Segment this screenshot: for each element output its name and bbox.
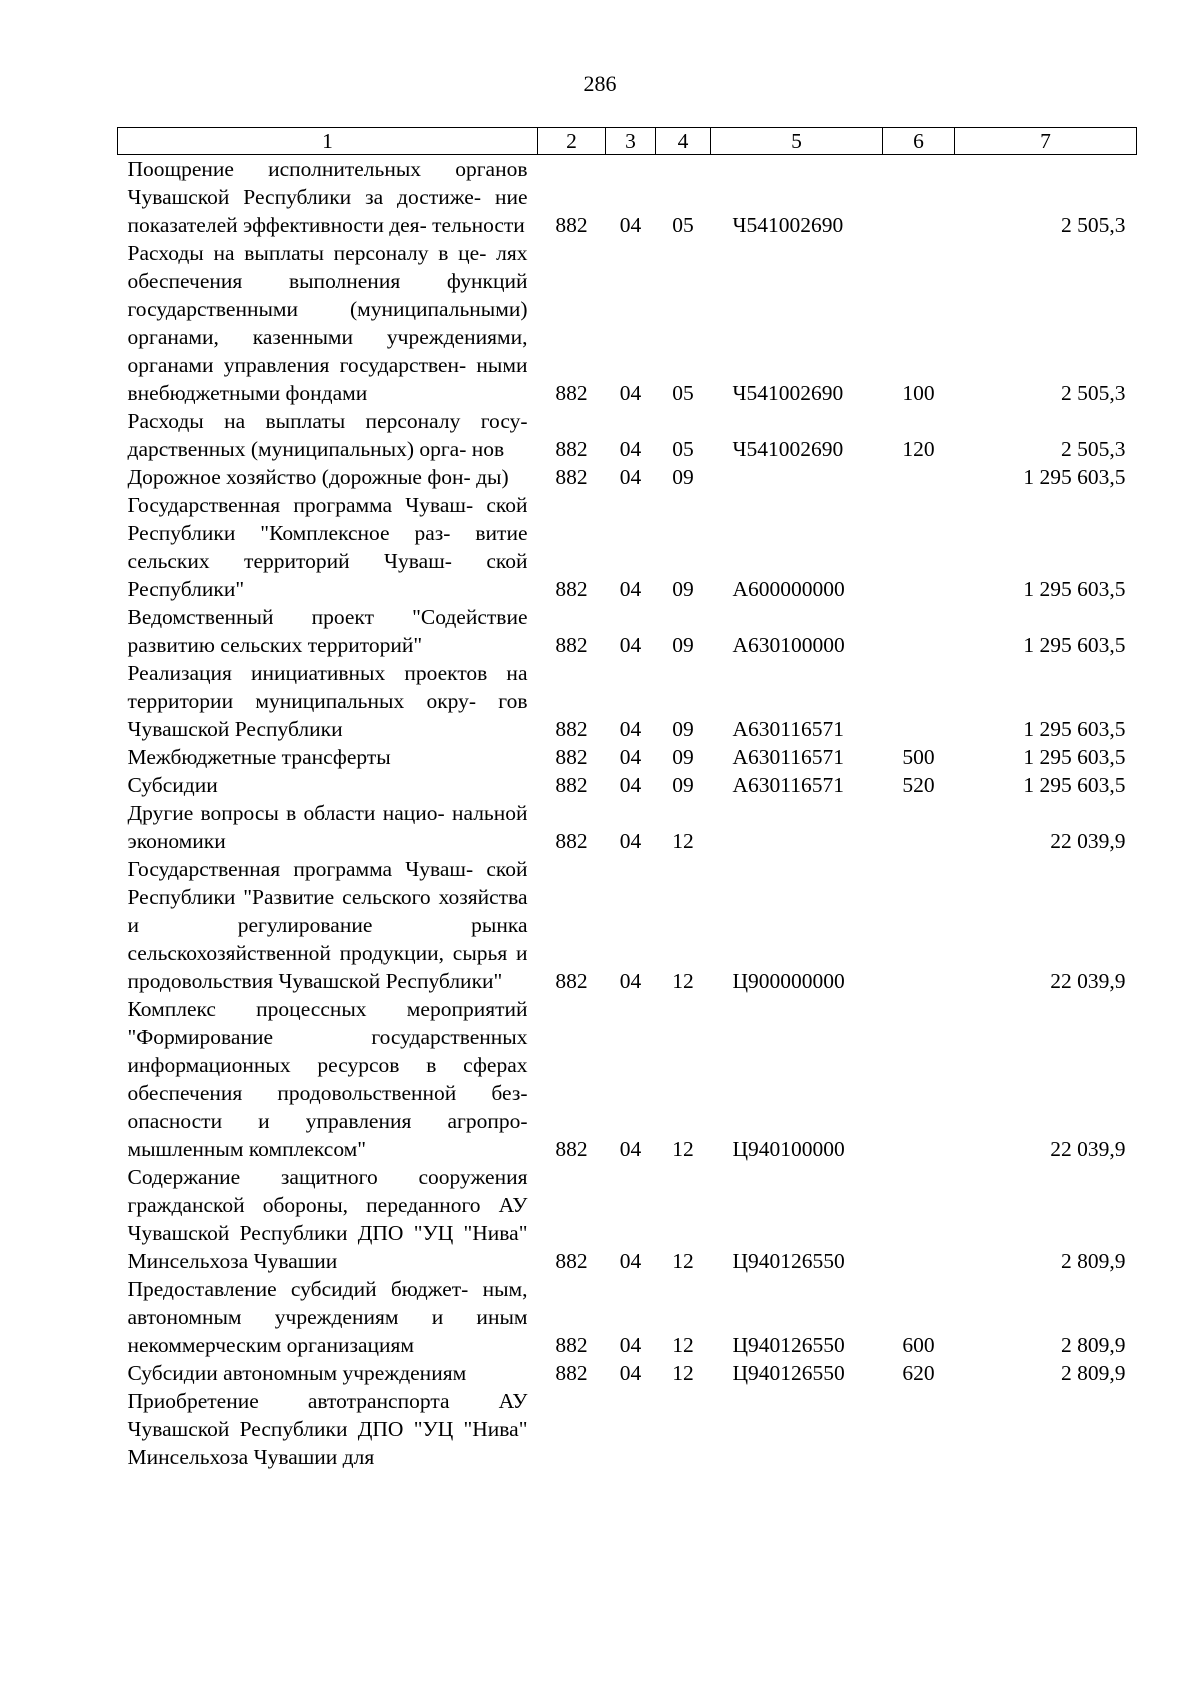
table-row (118, 1387, 1137, 1471)
row-subsection-code: 12 (672, 1249, 694, 1273)
row-ministry-code: 882 (555, 633, 588, 657)
row-name: Расходы на выплаты персоналу госу- дарственных (муниципальных) орга- нов (127, 409, 528, 461)
row-subsection-code: 12 (672, 1137, 694, 1161)
table-row (118, 743, 1137, 771)
table-row (118, 463, 1137, 491)
row-expense-type (883, 855, 955, 995)
table-body (118, 155, 1137, 1472)
row-section-code: 04 (619, 717, 642, 741)
table-row (118, 1359, 1137, 1387)
row-subsection-code: 09 (672, 745, 694, 769)
table-row (118, 239, 1137, 407)
table-row (118, 155, 1137, 240)
row-expense-type (883, 603, 955, 659)
row-target-article: Ц940126550 (732, 1333, 845, 1357)
row-target-article: Ц940126550 (732, 1361, 845, 1385)
table-row (118, 659, 1137, 743)
row-subsection-code: 12 (672, 829, 694, 853)
row-ministry-code: 882 (555, 773, 588, 797)
row-name: Ведомственный проект "Содействие развитию сельских территорий" (127, 605, 528, 657)
row-expense-type (883, 1163, 955, 1275)
table-row (118, 771, 1137, 799)
row-section-code: 04 (619, 381, 642, 405)
row-target-article: Ч541002690 (732, 381, 844, 405)
row-subsection-code: 09 (672, 633, 694, 657)
table-row (118, 1163, 1137, 1275)
row-expense-type: 520 (902, 773, 935, 797)
row-amount: 2 505,3 (1061, 213, 1126, 237)
row-expense-type (883, 463, 955, 491)
row-amount: 2 809,9 (1061, 1249, 1126, 1273)
row-target-article (711, 463, 883, 491)
table-header (118, 128, 1137, 155)
row-subsection-code: 12 (672, 1361, 694, 1385)
row-amount: 1 295 603,5 (1023, 577, 1126, 601)
row-ministry-code: 882 (555, 745, 588, 769)
column-header-4: 4 (656, 128, 711, 155)
row-name: Дорожное хозяйство (дорожные фон- ды) (127, 465, 509, 489)
row-expense-type: 100 (902, 381, 935, 405)
table-row (118, 407, 1137, 463)
row-section-code: 04 (619, 1137, 642, 1161)
row-section-code: 04 (619, 633, 642, 657)
row-target-article: Ц900000000 (732, 969, 845, 993)
row-section-code: 04 (619, 829, 642, 853)
row-expense-type (883, 1387, 955, 1471)
table-row (118, 855, 1137, 995)
row-amount: 22 039,9 (1050, 969, 1126, 993)
row-target-article (711, 799, 883, 855)
row-amount: 2 809,9 (1061, 1361, 1126, 1385)
row-subsection-code: 12 (672, 1333, 694, 1357)
row-section-code: 04 (619, 745, 642, 769)
row-subsection-code: 12 (672, 969, 694, 993)
row-ministry-code: 882 (555, 577, 588, 601)
row-name: Расходы на выплаты персоналу в це- лях обеспечения выполнения функций государственными (муниципальными) органами, казенными учреждениями, органами управления государствен- ными внебюджетными фондами (127, 241, 528, 405)
row-amount: 1 295 603,5 (1023, 465, 1126, 489)
row-target-article: А630116571 (732, 745, 844, 769)
row-target-article: Ц940100000 (732, 1137, 845, 1161)
row-name: Комплекс процессных мероприятий "Формирование государственных информационных ресурсов в сферах обеспечения продовольственной без- опасности и управления агропро- мышленным комплексом" (127, 997, 528, 1161)
row-ministry-code: 882 (555, 829, 588, 853)
row-expense-type (883, 799, 955, 855)
row-amount: 1 295 603,5 (1023, 773, 1126, 797)
row-target-article: А630100000 (732, 633, 845, 657)
column-header-2: 2 (538, 128, 606, 155)
table-row (118, 603, 1137, 659)
row-subsection-code: 05 (672, 437, 694, 461)
row-target-article: А630116571 (732, 717, 844, 741)
row-name: Государственная программа Чуваш- ской Республики "Развитие сельского хозяйства и регулирование рынка сельскохозяйственной продукции, сырья и продовольствия Чувашской Республики" (127, 857, 528, 993)
row-subsection-code (656, 1387, 711, 1471)
row-section-code: 04 (619, 969, 642, 993)
row-name: Приобретение автотранспорта АУ Чувашской Республики ДПО "УЦ "Нива" Минсельхоза Чувашии для (127, 1389, 528, 1469)
row-ministry-code: 882 (555, 465, 588, 489)
row-ministry-code: 882 (555, 437, 588, 461)
column-header-3: 3 (606, 128, 656, 155)
row-expense-type: 620 (902, 1361, 935, 1385)
row-subsection-code: 05 (672, 213, 694, 237)
row-name: Межбюджетные трансферты (127, 745, 391, 769)
table-row (118, 995, 1137, 1163)
row-expense-type (883, 659, 955, 743)
row-target-article: Ц940126550 (732, 1249, 845, 1273)
column-header-1: 1 (118, 128, 538, 155)
row-target-article: А630116571 (732, 773, 844, 797)
row-expense-type (883, 491, 955, 603)
row-subsection-code: 09 (672, 773, 694, 797)
page-number: 286 (583, 71, 617, 96)
row-amount: 1 295 603,5 (1023, 745, 1126, 769)
row-section-code: 04 (619, 577, 642, 601)
row-target-article: А600000000 (732, 577, 845, 601)
row-section-code: 04 (619, 465, 642, 489)
table-row (118, 491, 1137, 603)
row-amount: 1 295 603,5 (1023, 633, 1126, 657)
row-ministry-code (538, 1387, 606, 1471)
row-ministry-code: 882 (555, 1137, 588, 1161)
row-section-code: 04 (619, 213, 642, 237)
row-amount: 22 039,9 (1050, 1137, 1126, 1161)
row-expense-type (883, 995, 955, 1163)
row-amount (955, 1387, 1137, 1471)
row-name: Субсидии (127, 773, 218, 797)
budget-table (117, 127, 1137, 1471)
row-subsection-code: 09 (672, 465, 694, 489)
table-row (118, 1275, 1137, 1359)
column-header-7: 7 (955, 128, 1137, 155)
row-name: Субсидии автономным учреждениям (127, 1361, 467, 1385)
column-header-5: 5 (711, 128, 883, 155)
table-row (118, 799, 1137, 855)
row-name: Государственная программа Чуваш- ской Республики "Комплексное раз- витие сельских территорий Чуваш- ской Республики" (127, 493, 528, 601)
row-section-code: 04 (619, 773, 642, 797)
row-ministry-code: 882 (555, 213, 588, 237)
row-amount: 2 505,3 (1061, 381, 1126, 405)
row-section-code: 04 (619, 1333, 642, 1357)
column-header-6: 6 (883, 128, 955, 155)
header-row (118, 128, 1137, 155)
row-amount: 1 295 603,5 (1023, 717, 1126, 741)
row-name: Реализация инициативных проектов на территории муниципальных окру- гов Чувашской Республики (127, 661, 528, 741)
row-section-code: 04 (619, 1249, 642, 1273)
row-target-article: Ч541002690 (732, 213, 844, 237)
row-target-article: Ч541002690 (732, 437, 844, 461)
row-subsection-code: 05 (672, 381, 694, 405)
row-name: Содержание защитного сооружения гражданской обороны, переданного АУ Чувашской Республики ДПО "УЦ "Нива" Минсельхоза Чувашии (127, 1165, 528, 1273)
row-subsection-code: 09 (672, 717, 694, 741)
row-amount: 22 039,9 (1050, 829, 1126, 853)
row-ministry-code: 882 (555, 381, 588, 405)
row-name: Предоставление субсидий бюджет- ным, автономным учреждениям и иным некоммерческим организациям (127, 1277, 528, 1357)
row-ministry-code: 882 (555, 1361, 588, 1385)
row-target-article (711, 1387, 883, 1471)
row-section-code: 04 (619, 437, 642, 461)
row-name: Другие вопросы в области нацио- нальной экономики (127, 801, 528, 853)
row-ministry-code: 882 (555, 1249, 588, 1273)
row-amount: 2 505,3 (1061, 437, 1126, 461)
row-expense-type: 120 (902, 437, 935, 461)
row-name: Поощрение исполнительных органов Чувашской Республики за достиже- ние показателей эффективности дея- тельности (127, 157, 528, 237)
row-ministry-code: 882 (555, 717, 588, 741)
row-section-code (606, 1387, 656, 1471)
row-expense-type (883, 155, 955, 240)
row-amount: 2 809,9 (1061, 1333, 1126, 1357)
row-ministry-code: 882 (555, 1333, 588, 1357)
row-expense-type: 500 (902, 745, 935, 769)
row-ministry-code: 882 (555, 969, 588, 993)
row-section-code: 04 (619, 1361, 642, 1385)
row-subsection-code: 09 (672, 577, 694, 601)
row-expense-type: 600 (902, 1333, 935, 1357)
